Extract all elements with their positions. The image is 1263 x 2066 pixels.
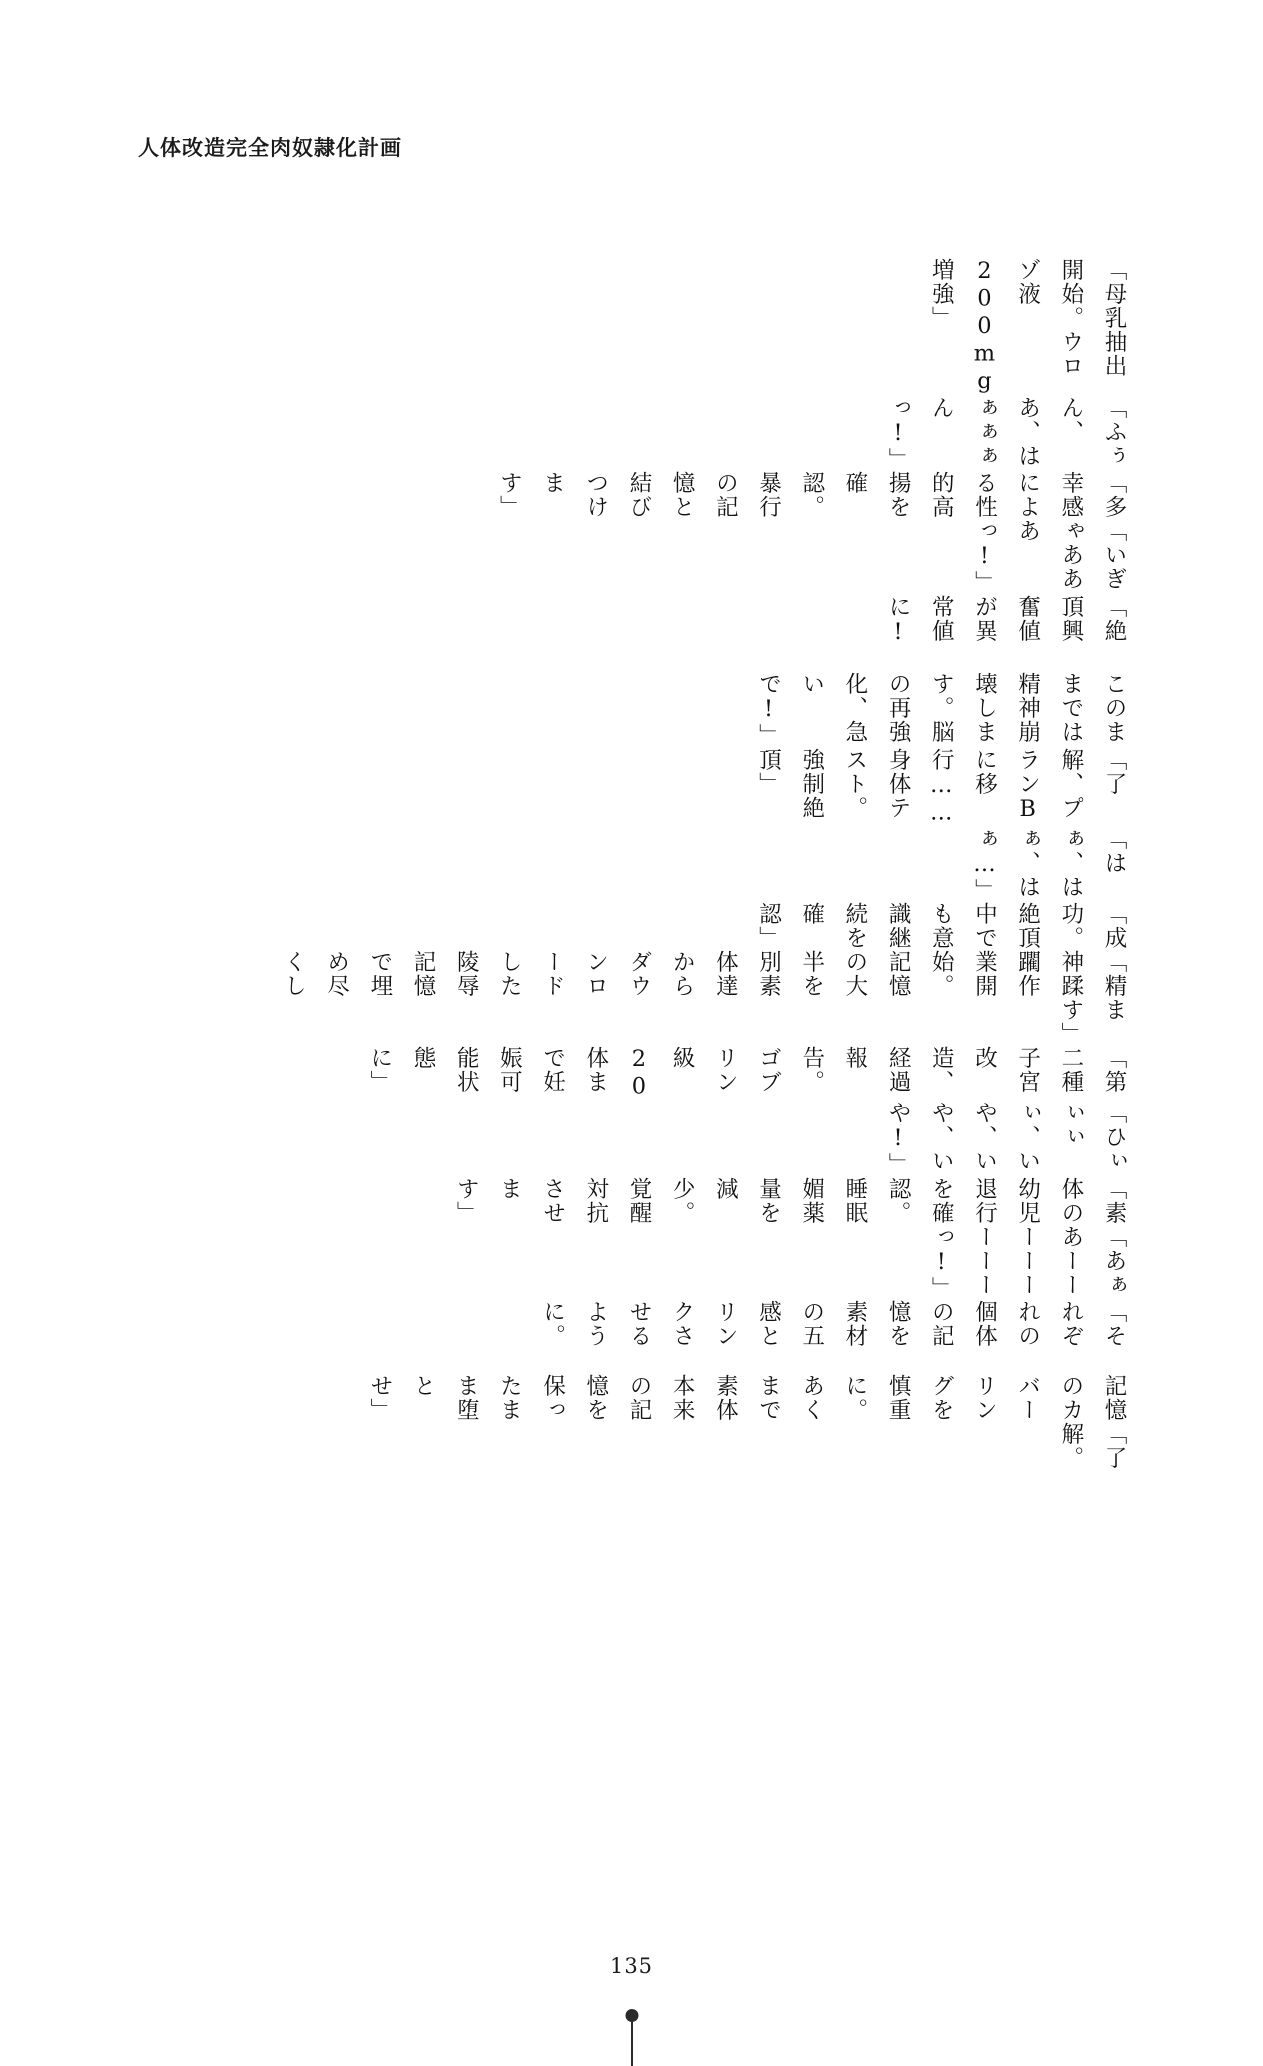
- text-line: 「多幸感による性的高揚を確認。暴行の記憶と結びつけます」: [496, 471, 1127, 519]
- text-line: 「それぞれの個体の記憶を素材の五感とリンクさせるように。: [539, 1300, 1127, 1348]
- text-line: このままでは精神崩壊します。脳の再強化、急いで!」: [755, 672, 1127, 748]
- text-line: 「ひぃぃぃぃ、いや、いや、いや!」: [885, 1101, 1127, 1177]
- text-line: 「精神蹂躙作業開始。記憶の大半を別素体達からダウンロードした陵辱記憶で埋め尽くし: [280, 950, 1127, 998]
- text-line: 「絶頂興奮値が異常値に!: [885, 594, 1127, 646]
- text-line: 「了解。: [1057, 1422, 1127, 1470]
- text-line: 「成功。絶頂中でも意識継続を確認」: [755, 902, 1127, 950]
- text-line: 「了解、プランBに移行……身体テスト。強制絶頂」: [755, 747, 1127, 827]
- text-line: 「母乳抽出開始。ウロゾ液200mg増強」: [928, 258, 1127, 396]
- text-line: 「第二種子宮改造、経過報告。ゴブリン級20体まで妊娠可能状態に」: [366, 1046, 1127, 1101]
- text-line: 「素体の幼児退行を確認。睡眠媚薬量を減少。覚醒対抗させます」: [453, 1176, 1127, 1225]
- vertical-body-text: [271, 258, 1135, 1470]
- text-line: ます」: [1057, 998, 1127, 1046]
- text-line: 記憶のカバーリングを慎重に。あくまで素体本来の記憶を保ったまま堕とせ」: [366, 1374, 1127, 1422]
- running-header-title: 人体改造完全肉奴隷化計画: [138, 135, 402, 160]
- page-number: 135: [609, 1954, 654, 1978]
- text-line: 「いぎゃあああっ!」: [971, 519, 1127, 595]
- text-line: 「あぁあーーーーーーーーっ!」: [928, 1224, 1127, 1300]
- spine-rule-mark: [631, 2018, 633, 2066]
- text-line: 「はぁ、はぁ、はぁ…」: [971, 826, 1127, 902]
- text-line: 「ふぅん、あ、はぁぁぁんっ!」: [885, 395, 1127, 471]
